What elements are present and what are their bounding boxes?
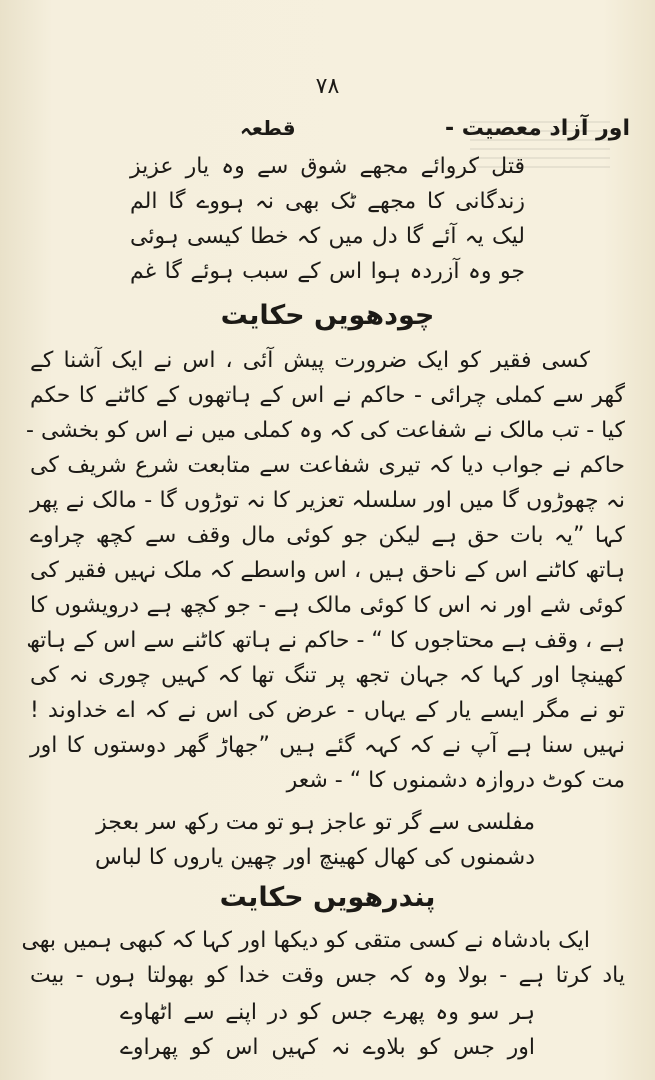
story-line: کوئی شے اور نہ اس کا کوئی مالک ہے - جو کچھ ہے درویشوں کا [30, 593, 625, 618]
continuation-text: اور آزاد معصیت - [444, 116, 630, 141]
qita-verse: لیک یہ آئے گا دل میں کہ خطا کیسی ہوئی [130, 224, 525, 249]
sher-verse: دشمنوں کی کھال کھینچ اور چھین یاروں کا لباس [94, 845, 535, 870]
story-line: کھینچا اور کہا کہ جہان تجھ پر تنگ تھا کہ کہیں چوری نہ کی [30, 663, 625, 688]
story-line: ہاتھ کاٹنے اس کے ناحق ہیں ، اس واسطے کہ ملک نہیں فقیر کی [30, 558, 625, 583]
story-line: نہیں سنا ہے آپ نے کہ کہہ گئے ہیں ”جھاڑ گھر دوستوں کا اور [30, 733, 625, 758]
story-line: مت کوٹ دروازہ دشمنوں کا “ - شعر [286, 768, 625, 793]
story-line: ایک بادشاہ نے کسی متقی کو دیکھا اور کہا کہ کبھی ہمیں بھی [21, 928, 590, 953]
story-line: یاد کرتا ہے - بولا وہ کہ جس وقت خدا کو بھولتا ہوں - بیت [30, 963, 625, 988]
qita-label: قطعہ [240, 116, 296, 140]
page-number: ۷۸ [315, 74, 340, 99]
story-line: تو نے مگر ایسے یار کے یہاں - عرض کی اس نے کہ اے خداوند ! [30, 698, 625, 723]
bait-verse: ہر سو وہ پھرے جس کو در اپنے سے اٹھاوے [120, 1000, 535, 1025]
story-line: گھر سے کملی چرائی - حاکم نے اس کے ہاتھوں کے کاٹنے کا حکم [30, 383, 625, 408]
story-line: حاکم نے جواب دیا کہ تیری شفاعت سے متابعت شرع شریف کی [30, 453, 625, 478]
top-line [30, 116, 630, 146]
story-line: کسی فقیر کو ایک ضرورت پیش آئی ، اس نے ایک آشنا کے [30, 348, 590, 373]
qita-verse: قتل کروائے مجھے شوق سے وہ یار عزیز [130, 154, 525, 179]
heading-fourteenth-tale: چودھویں حکایت [220, 300, 435, 331]
story-line: نہ چھوڑوں گا میں اور سلسلہ تعزیر کا نہ توڑوں گا - مالک نے پھر [30, 488, 625, 513]
story-line: کیا - تب مالک نے شفاعت کی کہ وہ کملی میں نے اس کو بخشی - [26, 418, 625, 443]
qita-verse: زندگانی کا مجھے ٹک بھی نہ ہووے گا الم [130, 189, 525, 214]
story-line: کہا ”یہ بات حق ہے لیکن جو کوئی مال وقف سے کچھ چراوے [30, 523, 625, 548]
sher-verse: مفلسی سے گر تو عاجز ہو تو مت رکھ سر بعجز [96, 810, 535, 835]
heading-fifteenth-tale: پندرھویں حکایت [219, 882, 436, 913]
bait-verse: اور جس کو بلاوے نہ کہیں اس کو پھراوے [120, 1035, 535, 1060]
story-line: ہے ، وقف ہے محتاجوں کا “ - حاکم نے ہاتھ کاٹنے سے اس کے ہاتھ [26, 628, 625, 653]
qita-verse: جو وہ آزردہ ہوا اس کے سبب ہوئے گا غم [130, 259, 525, 284]
